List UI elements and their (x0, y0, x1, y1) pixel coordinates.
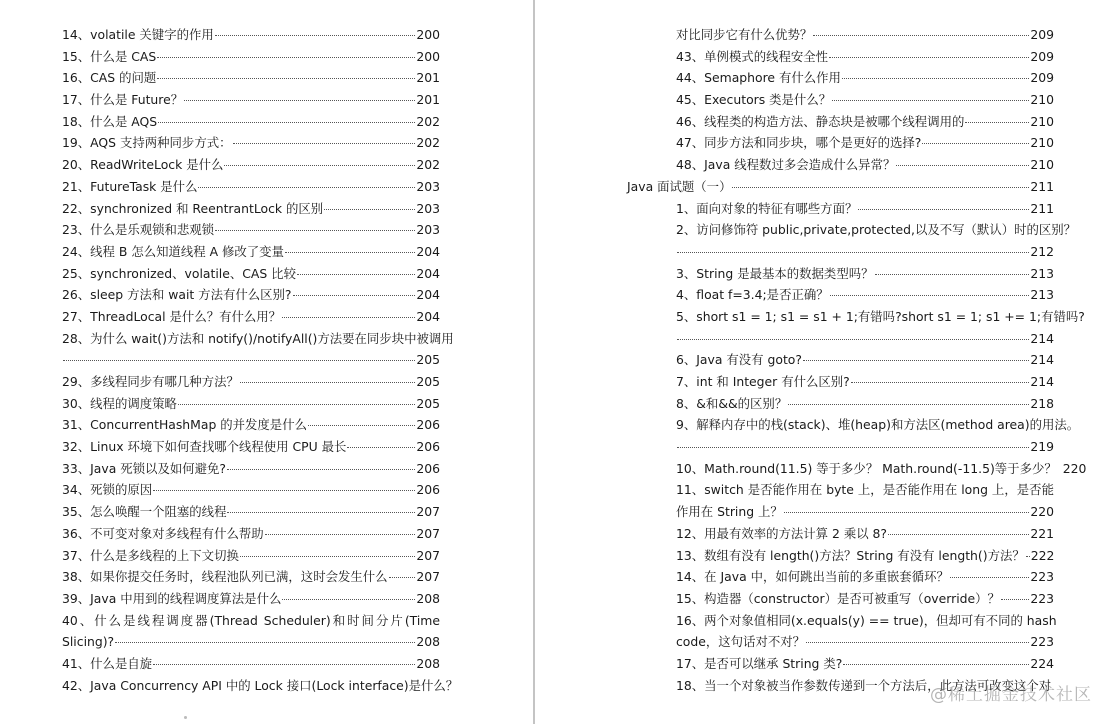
dot-leader (115, 629, 415, 643)
dot-leader (784, 499, 1030, 513)
dot-leader (875, 261, 1030, 275)
toc-page-number: 223 (1030, 569, 1054, 585)
toc-page-number: 206 (416, 460, 440, 476)
dot-leader (677, 239, 1029, 253)
dot-leader (308, 412, 415, 426)
toc-entry-title: 12、用最有效率的方法计算 2 乘以 8? (676, 525, 888, 541)
toc-page-number: 210 (1030, 113, 1054, 129)
toc-entry-title: 14、在 Java 中，如何跳出当前的多重嵌套循环？ (676, 569, 949, 585)
toc-page-number: 221 (1030, 525, 1054, 541)
watermark: @稀土掘金技术社区 (930, 685, 1092, 705)
toc-entry[interactable] (62, 436, 440, 458)
toc-entry[interactable] (62, 588, 440, 610)
toc-entry-title: 35、怎么唤醒一个阻塞的线程 (62, 504, 227, 520)
toc-page-number: 212 (1030, 243, 1054, 259)
dot-leader (285, 239, 415, 253)
toc-page-number: 204 (416, 308, 440, 324)
toc-entry-title: 26、sleep 方法和 wait 方法有什么区别? (62, 287, 292, 303)
dot-leader (233, 130, 416, 144)
dot-leader (843, 651, 1029, 665)
toc-entry-title: 28、为什么 wait()方法和 notify()/notifyAll()方法要在同步块中被调用 (62, 330, 454, 346)
toc-page-number: 220 (1030, 504, 1054, 520)
toc-entry-title: 22、synchronized 和 ReentrantLock 的区别 (62, 200, 324, 216)
toc-page-number: 205 (416, 352, 440, 368)
toc-page-number: 210 (1030, 92, 1054, 108)
toc-entry[interactable] (62, 566, 440, 588)
dot-leader (677, 434, 1029, 448)
toc-entry-title: 11、switch 是否能作用在 byte 上，是否能作用在 long 上，是否能 (676, 482, 1054, 498)
dot-leader (851, 369, 1030, 383)
toc-entry-title: 13、数组有没有 length()方法？String 有没有 length()方法？ (676, 547, 1025, 563)
toc-page-number: 200 (416, 48, 440, 64)
dot-leader (950, 564, 1029, 578)
dot-leader (896, 152, 1029, 166)
toc-entry-title: 17、什么是 Future？ (62, 92, 184, 108)
toc-entry[interactable] (62, 46, 440, 68)
toc-page-number: 211 (1030, 178, 1054, 194)
toc-entry[interactable] (627, 371, 1054, 393)
toc-entry[interactable] (62, 284, 440, 306)
toc-entry-title: 15、构造器（constructor）是否可被重写（override）？ (676, 590, 1000, 606)
toc-page-number: 206 (416, 439, 440, 455)
toc-entry-title: 32、Linux 环境下如何查找哪个线程使用 CPU 最长 (62, 439, 347, 455)
toc-entry[interactable] (62, 371, 440, 393)
toc-page-number: 208 (416, 634, 440, 650)
dot-leader (813, 22, 1029, 36)
toc-entry-title: 6、Java 有没有 goto? (676, 352, 802, 368)
dot-leader (227, 456, 415, 470)
toc-entry[interactable] (627, 393, 1054, 415)
toc-entry-title: 对比同步它有什么优势？ (676, 27, 813, 42)
toc-page-number: 214 (1030, 330, 1054, 346)
toc-entry-continuation[interactable] (62, 631, 440, 653)
dot-leader (389, 564, 416, 578)
toc-page-number: 207 (416, 547, 440, 563)
toc-entry[interactable] (627, 284, 1054, 306)
dot-leader (788, 391, 1029, 405)
toc-entry[interactable] (62, 176, 440, 198)
toc-entry[interactable] (627, 653, 1054, 675)
dot-leader (153, 651, 415, 665)
dot-leader (922, 130, 1029, 144)
toc-entry-title: 37、什么是多线程的上下文切换 (62, 547, 239, 563)
toc-entry[interactable] (627, 176, 1054, 198)
toc-entry-title: 29、多线程同步有哪几种方法？ (62, 374, 239, 389)
toc-entry[interactable] (627, 219, 1077, 241)
dot-leader (240, 543, 415, 557)
toc-entry[interactable] (62, 458, 440, 480)
dot-leader (858, 196, 1029, 210)
toc-entry-title: 30、线程的调度策略 (62, 395, 177, 411)
toc-page-number: 224 (1030, 655, 1054, 671)
toc-page-number: 203 (416, 178, 440, 194)
toc-page-number: 208 (416, 655, 440, 671)
toc-entry[interactable] (627, 67, 1054, 89)
toc-entry-title: 3、String 是最基本的数据类型吗？ (676, 265, 874, 281)
dot-leader (215, 217, 415, 231)
toc-entry-title: 15、什么是 CAS (62, 48, 157, 64)
toc-entry-title: 17、是否可以继承 String 类? (676, 655, 843, 671)
toc-entry[interactable] (62, 219, 440, 241)
toc-entry[interactable] (627, 545, 1054, 567)
toc-entry-title: 33、Java 死锁以及如何避免? (62, 460, 226, 476)
toc-entry-title: 45、Executors 类是什么？ (676, 92, 832, 108)
toc-entry-title: 1、面向对象的特征有哪些方面？ (676, 200, 858, 216)
dot-leader (297, 261, 415, 275)
dot-leader (324, 196, 415, 210)
toc-entry-title: 43、单例模式的线程安全性 (676, 48, 829, 64)
toc-page-number: 210 (1030, 135, 1054, 151)
dot-leader (842, 65, 1029, 79)
toc-page-number: 201 (416, 70, 440, 86)
dot-leader (157, 65, 415, 79)
toc-entry-title-cont: Slicing)? (62, 634, 115, 650)
dot-leader (829, 44, 1029, 58)
toc-page-number: 204 (416, 265, 440, 281)
toc-entry[interactable] (62, 89, 440, 111)
toc-page-number: 206 (416, 417, 440, 433)
toc-entry-continuation[interactable] (627, 436, 1054, 458)
toc-page-number: 223 (1030, 634, 1054, 650)
toc-entry[interactable] (62, 523, 440, 545)
toc-entry-title: 18、当一个对象被当作参数传递到一个方法后，此方法可改变这个对 (676, 677, 1052, 693)
toc-page-right (535, 0, 1112, 724)
toc-entry-title: 4、float f=3.4;是否正确？ (676, 287, 829, 303)
toc-entry[interactable] (627, 154, 1054, 176)
toc-entry-title: 16、两个对象值相同(x.equals(y) == true)，但却可有不同的 hash (676, 612, 1057, 628)
toc-entry-title-cont: 作用在 String 上？ (676, 504, 783, 520)
toc-entry-title: 14、volatile 关键字的作用 (62, 27, 214, 42)
toc-entry[interactable] (62, 67, 440, 89)
toc-entry-title: 10、Math.round(11.5) 等于多少？ Math.round(-11.5)等于多少？ (676, 460, 1057, 476)
dot-leader (282, 304, 415, 318)
toc-entry-title: 41、什么是自旋 (62, 655, 153, 671)
toc-entry[interactable] (627, 46, 1054, 68)
toc-page-number: 204 (416, 243, 440, 259)
toc-entry-title: Java 面试题（一） (627, 178, 732, 194)
toc-entry[interactable] (627, 263, 1054, 285)
toc-page-number: 218 (1030, 395, 1054, 411)
toc-entry[interactable] (62, 501, 440, 523)
dot-leader (227, 499, 415, 513)
toc-entry-title: 20、ReadWriteLock 是什么 (62, 157, 224, 173)
dot-leader (1001, 586, 1029, 600)
dot-leader (224, 152, 415, 166)
toc-entry[interactable] (62, 610, 440, 632)
toc-entry-title: 47、同步方法和同步块，哪个是更好的选择? (676, 135, 922, 151)
toc-entry[interactable] (62, 306, 440, 328)
toc-page-number: 208 (416, 590, 440, 606)
dot-leader (153, 477, 415, 491)
dot-leader (830, 282, 1030, 296)
toc-page-number: 213 (1030, 265, 1054, 281)
toc-entry-title: 36、不可变对象对多线程有什么帮助 (62, 525, 264, 541)
dot-leader (806, 629, 1029, 643)
toc-entry-title: 8、&和&&的区别？ (676, 395, 788, 411)
toc-entry[interactable] (627, 306, 1085, 328)
dot-leader (832, 87, 1029, 101)
toc-page-number: 201 (416, 92, 440, 108)
toc-page-number: 206 (416, 482, 440, 498)
toc-entry[interactable] (627, 588, 1054, 610)
toc-entry-title: 7、int 和 Integer 有什么区别? (676, 374, 850, 389)
dot-leader (178, 391, 415, 405)
toc-page-number: 205 (416, 374, 440, 389)
toc-entry[interactable] (62, 111, 440, 133)
toc-page-number: 205 (416, 395, 440, 411)
toc-entry[interactable] (627, 479, 1054, 501)
toc-entry-continuation[interactable] (62, 349, 440, 371)
toc-page-number: 213 (1030, 287, 1054, 303)
toc-page-left (0, 0, 533, 724)
toc-page-number: 207 (416, 569, 440, 585)
toc-page-number: 219 (1030, 439, 1054, 455)
toc-entry-title: 38、如果你提交任务时，线程池队列已满，这时会发生什么 (62, 569, 388, 585)
toc-entry[interactable] (62, 414, 440, 436)
toc-page-number: 202 (416, 135, 440, 151)
toc-entry[interactable] (627, 523, 1054, 545)
toc-entry-title: 2、访问修饰符 public,private,protected,以及不写（默认）时的区别？ (676, 222, 1077, 238)
toc-entry[interactable] (62, 328, 454, 350)
toc-page-number: 214 (1030, 374, 1054, 389)
toc-page-number: 211 (1030, 200, 1054, 216)
toc-entry-title: 21、FutureTask 是什么 (62, 178, 198, 194)
toc-page-number: 207 (416, 504, 440, 520)
toc-entry-title: 9、解释内存中的栈(stack)、堆(heap)和方法区(method area)的用法。 (676, 417, 1080, 433)
toc-page-number: 203 (416, 222, 440, 238)
dot-leader (265, 521, 416, 535)
toc-entry-title: 19、AQS 支持两种同步方式： (62, 135, 232, 151)
toc-entry[interactable] (62, 154, 440, 176)
dot-leader (215, 22, 416, 36)
toc-entry-title: 24、线程 B 怎么知道线程 A 修改了变量 (62, 243, 284, 259)
toc-entry[interactable] (62, 675, 459, 697)
toc-entry[interactable] (62, 545, 440, 567)
toc-page-number: 207 (416, 525, 440, 541)
dot-leader (803, 347, 1029, 361)
toc-entry[interactable] (627, 566, 1054, 588)
toc-entry-title: 44、Semaphore 有什么作用 (676, 70, 841, 86)
toc-page-number: 203 (416, 200, 440, 216)
toc-page-number: 202 (416, 113, 440, 129)
toc-entry[interactable] (62, 24, 440, 46)
toc-entry[interactable] (62, 479, 440, 501)
toc-page-number: 204 (416, 287, 440, 303)
toc-entry-continuation[interactable] (627, 241, 1054, 263)
dot-leader (965, 109, 1029, 123)
dot-leader (198, 174, 415, 188)
toc-entry-title: 42、Java Concurrency API 中的 Lock 接口(Lock interface)是什么？ (62, 677, 459, 693)
toc-page-number: 200 (416, 27, 440, 42)
toc-page-number: 209 (1030, 48, 1054, 64)
toc-entry[interactable] (62, 198, 440, 220)
dot-leader (732, 174, 1029, 188)
toc-entry[interactable] (627, 111, 1054, 133)
toc-entry-title: 18、什么是 AQS (62, 113, 158, 129)
dot-leader (157, 44, 415, 58)
toc-page-number: 223 (1030, 590, 1054, 606)
toc-entry-continuation[interactable] (627, 501, 1054, 523)
toc-entry-title: 46、线程类的构造方法、静态块是被哪个线程调用的 (676, 113, 965, 129)
toc-page-number: 202 (416, 157, 440, 173)
toc-entry[interactable] (62, 132, 440, 154)
toc-entry[interactable] (62, 393, 440, 415)
dot-leader (282, 586, 415, 600)
dot-leader (888, 521, 1029, 535)
dot-leader (677, 326, 1029, 340)
toc-entry[interactable] (62, 241, 440, 263)
toc-entry-title: 27、ThreadLocal 是什么？有什么用？ (62, 308, 282, 324)
toc-entry-title: 31、ConcurrentHashMap 的并发度是什么 (62, 417, 307, 433)
toc-entry[interactable] (62, 263, 440, 285)
toc-entry-continuation[interactable] (627, 328, 1054, 350)
toc-entry[interactable] (62, 653, 440, 675)
toc-entry-title: 5、short s1 = 1; s1 = s1 + 1;有错吗?short s1 = 1; s1 += 1;有错吗? (676, 308, 1085, 324)
toc-page-number: 214 (1030, 352, 1054, 368)
toc-entry[interactable] (627, 89, 1054, 111)
toc-entry[interactable] (627, 414, 1080, 436)
toc-entry[interactable] (627, 132, 1054, 154)
toc-entry[interactable] (627, 610, 1057, 632)
toc-entry[interactable] (627, 198, 1054, 220)
dot-leader (1026, 543, 1030, 557)
toc-entry-title-cont: code，这句话对不对？ (676, 634, 806, 650)
toc-entry[interactable] (627, 24, 1054, 46)
toc-entry[interactable] (627, 349, 1054, 371)
page-footer-mark (184, 716, 187, 719)
dot-leader (293, 282, 416, 296)
toc-entry-title: 23、什么是乐观锁和悲观锁 (62, 222, 215, 238)
toc-entry-title: 40、什么是线程调度器(Thread Scheduler)和时间分片(Time (62, 612, 440, 628)
toc-entry-title: 25、synchronized、volatile、CAS 比较 (62, 265, 296, 281)
toc-entry[interactable] (627, 458, 1087, 480)
toc-page-number: 209 (1030, 70, 1054, 86)
toc-entry-title: 39、Java 中用到的线程调度算法是什么 (62, 590, 282, 606)
dot-leader (158, 109, 415, 123)
toc-page-number: 222 (1030, 547, 1055, 563)
toc-page-number: 210 (1030, 157, 1054, 173)
toc-page-number: 220 (1062, 460, 1087, 476)
dot-leader (184, 87, 415, 101)
toc-entry-title: 34、死锁的原因 (62, 482, 153, 498)
toc-entry-title: 48、Java 线程数过多会造成什么异常？ (676, 157, 896, 173)
toc-entry-continuation[interactable] (627, 631, 1054, 653)
dot-leader (63, 347, 415, 361)
toc-entry-title: 16、CAS 的问题 (62, 70, 157, 86)
toc-list-left (62, 24, 459, 696)
dot-leader (347, 434, 415, 448)
toc-page-number: 209 (1030, 27, 1054, 42)
dot-leader (240, 369, 415, 383)
